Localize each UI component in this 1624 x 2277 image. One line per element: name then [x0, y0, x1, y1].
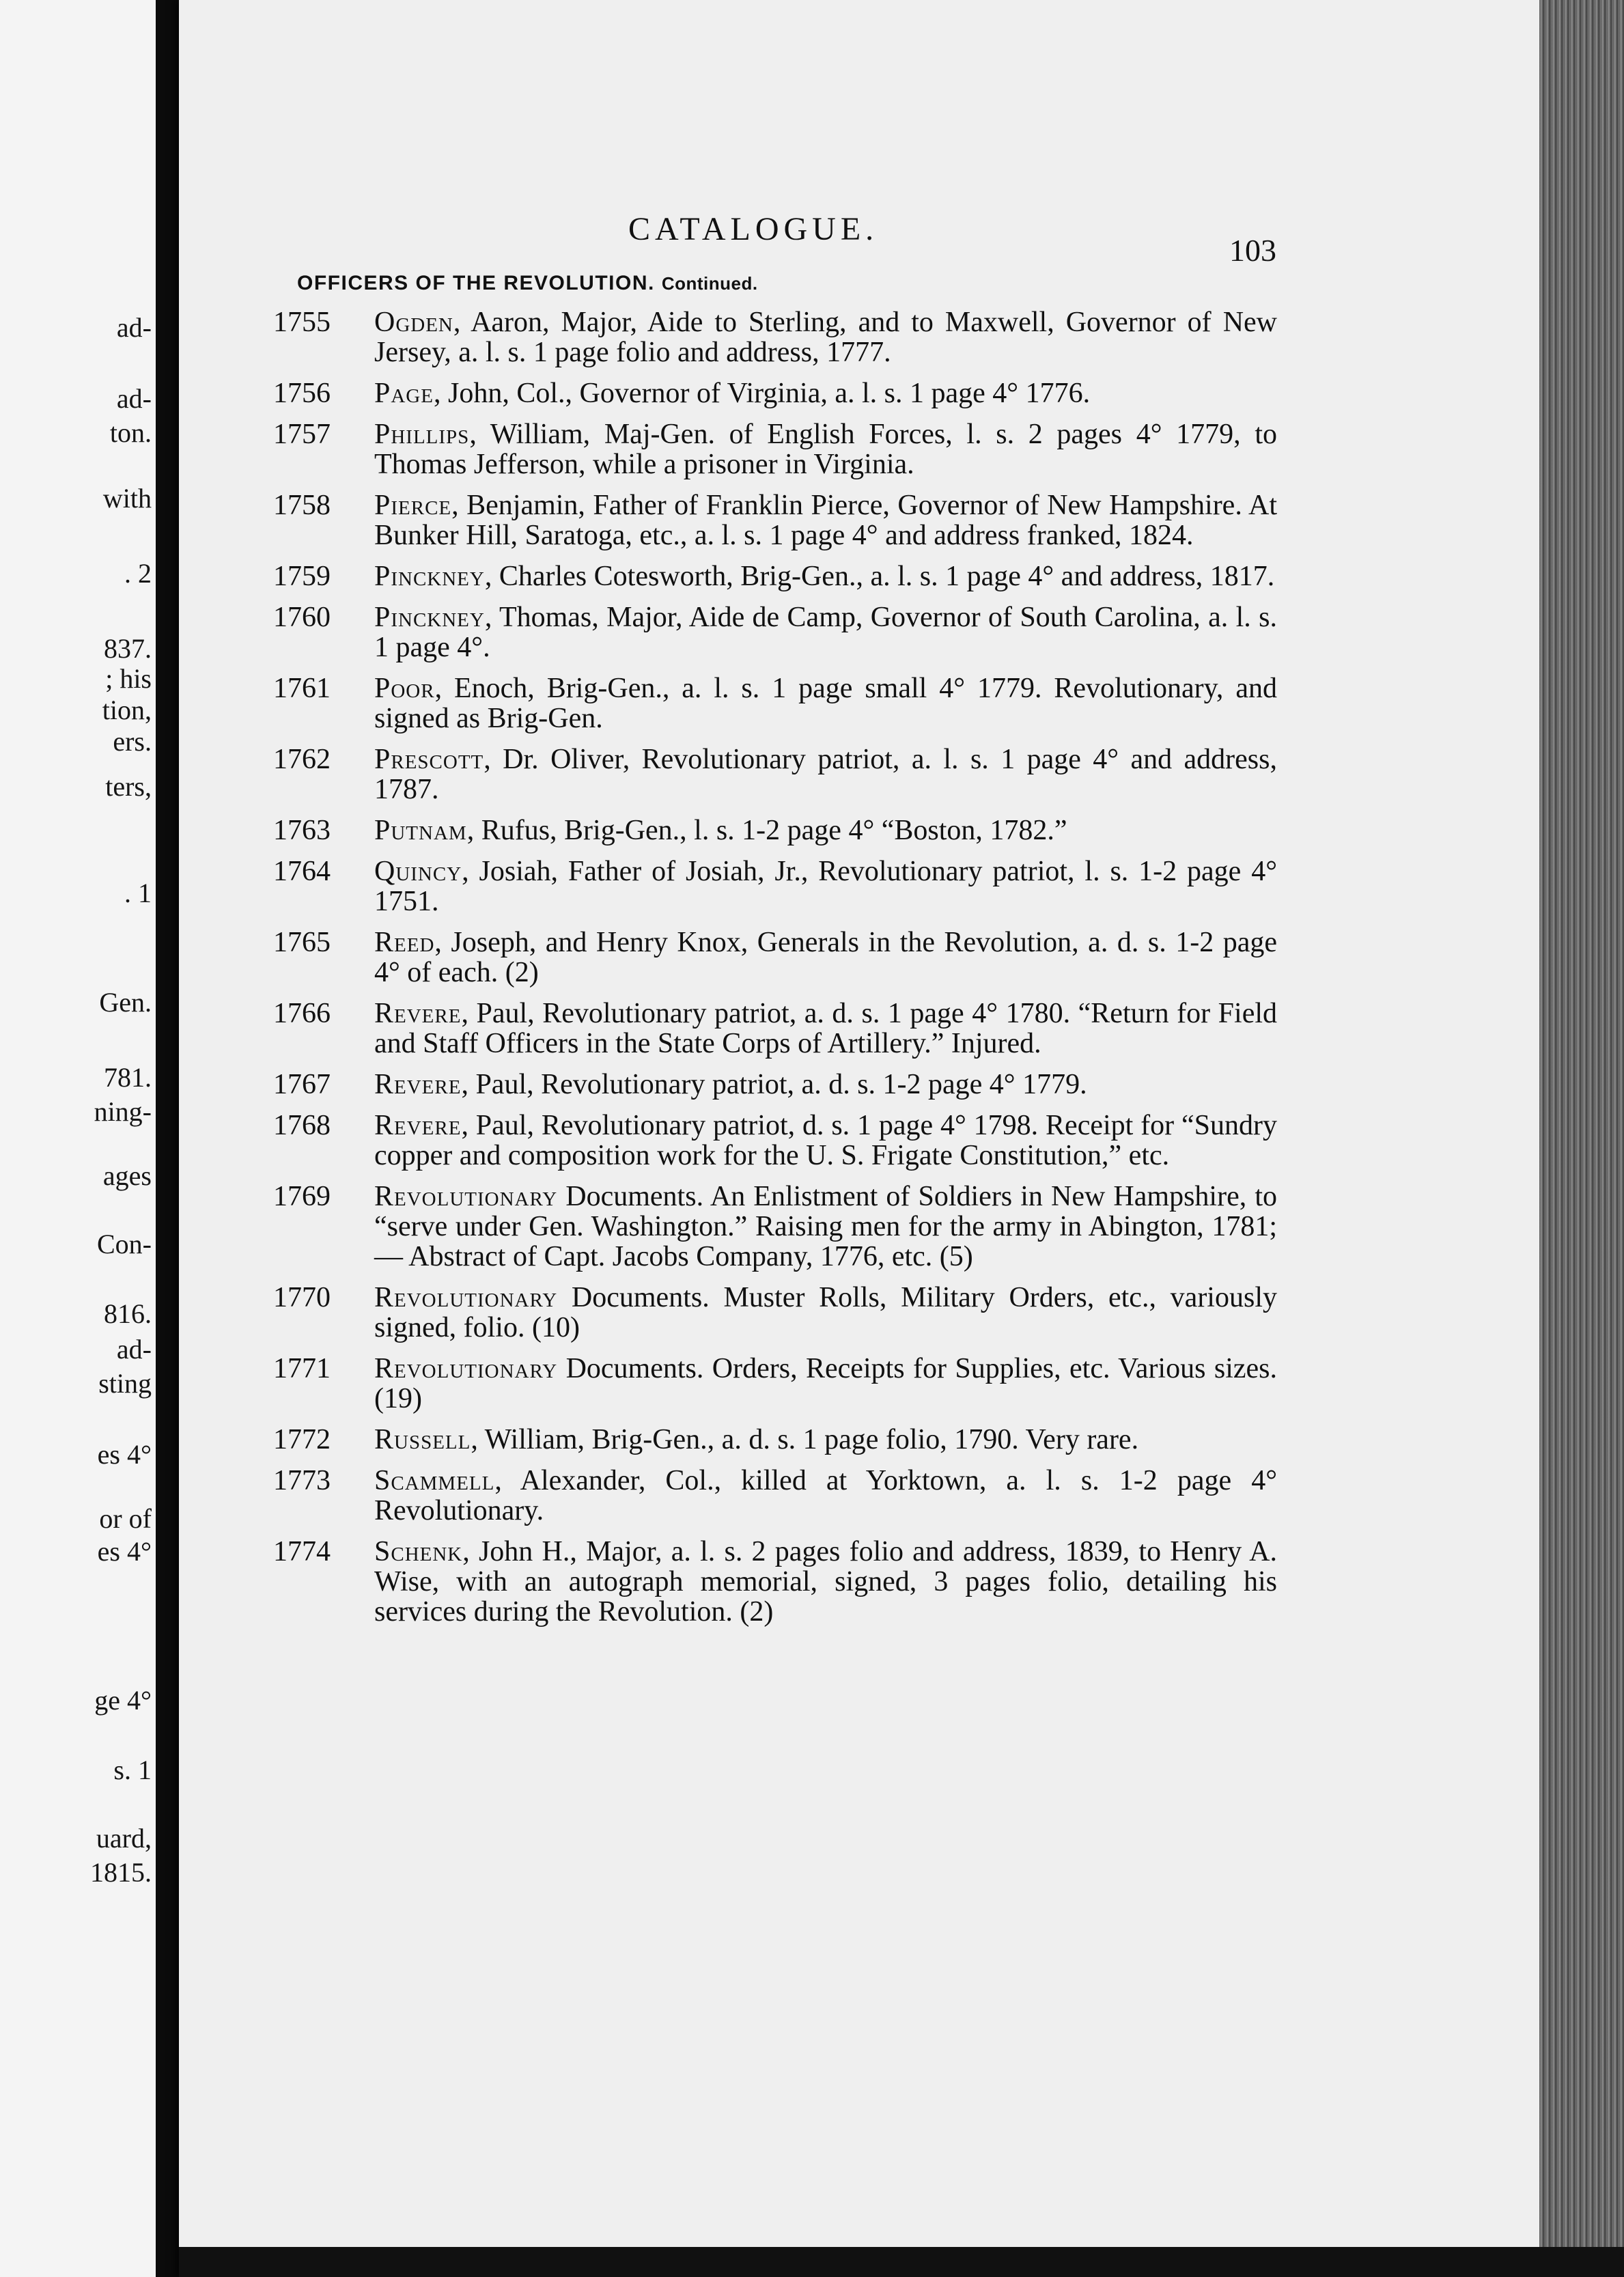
catalogue-entry — [273, 1466, 1277, 1526]
entry-description: , Enoch, Brig-Gen., a. l. s. 1 page small 4° 1779. Revolutionary, and signed as Brig-Gen. — [374, 673, 1277, 734]
bottom-shadow — [179, 2247, 1624, 2277]
lot-number: 1763 — [273, 815, 331, 846]
entry-name: Revolutionary — [374, 1353, 558, 1384]
entry-description: , Rufus, Brig-Gen., l. s. 1-2 page 4° “Boston, 1782.” — [466, 815, 1067, 846]
entry-name: Phillips — [374, 419, 470, 450]
catalogue-entry — [273, 1425, 1277, 1455]
facing-fragment: . 1 — [124, 878, 152, 908]
facing-fragment: ers. — [113, 726, 152, 757]
facing-fragment: es 4° — [97, 1439, 152, 1470]
lot-number: 1773 — [273, 1465, 331, 1496]
facing-fragment: ad- — [116, 312, 152, 343]
entry-name: Page — [374, 378, 434, 409]
entry-name: Reed — [374, 927, 435, 958]
facing-fragment: ton. — [109, 417, 152, 448]
facing-page-edge — [0, 0, 156, 2277]
section-title: OFFICERS OF THE REVOLUTION. — [297, 272, 655, 294]
entry-name: Pinckney — [374, 561, 485, 592]
page-number: 103 — [1229, 233, 1276, 268]
facing-fragment: ad- — [116, 1334, 152, 1365]
entry-name: Revolutionary — [374, 1282, 558, 1313]
lot-number: 1766 — [273, 998, 331, 1029]
lot-number: 1769 — [273, 1181, 331, 1212]
entry-description: , Alexander, Col., killed at Yorktown, a. l. s. 1-2 page 4° Revolutionary. — [374, 1465, 1277, 1526]
facing-fragment: es 4° — [97, 1536, 152, 1567]
facing-fragment: s. 1 — [113, 1755, 152, 1785]
facing-fragment: Con- — [97, 1229, 152, 1259]
lot-number: 1755 — [273, 307, 331, 338]
catalogue-entry — [273, 1182, 1277, 1272]
entry-description: , William, Maj-Gen. of English Forces, l. s. 2 pages 4° 1779, to Thomas Jefferson, while a prisoner in Virginia. — [374, 419, 1277, 480]
entry-name: Quincy — [374, 856, 462, 887]
lot-number: 1768 — [273, 1110, 331, 1141]
lot-number: 1762 — [273, 744, 331, 775]
entry-name: Revolutionary — [374, 1181, 558, 1212]
lot-number: 1765 — [273, 927, 331, 958]
facing-fragment: . 2 — [124, 558, 152, 589]
facing-fragment: ge 4° — [94, 1685, 152, 1716]
facing-fragment: ad- — [116, 383, 152, 414]
entry-description: , Thomas, Major, Aide de Camp, Governor of South Carolina, a. l. s. 1 page 4°. — [374, 602, 1277, 663]
catalogue-entry — [273, 419, 1277, 479]
entry-name: Ogden — [374, 307, 453, 338]
facing-fragment: uard, — [96, 1823, 152, 1854]
entry-description: , Paul, Revolutionary patriot, a. d. s. 1 page 4° 1780. “Return for Field and Staff Officers in the State Corps of Artillery.” Injured. — [374, 998, 1277, 1059]
catalogue-entries — [273, 307, 1277, 1638]
entry-description: , Benjamin, Father of Franklin Pierce, Governor of New Hampshire. At Bunker Hill, Saratoga, etc., a. l. s. 1 page 4° and address franked, 1824. — [374, 490, 1277, 551]
entry-description: , Paul, Revolutionary patriot, d. s. 1 page 4° 1798. Receipt for “Sundry copper and composition work for the U. S. Frigate Constitution,” etc. — [374, 1110, 1277, 1171]
catalogue-entry — [273, 744, 1277, 805]
facing-fragment: or of — [99, 1503, 152, 1534]
lot-number: 1764 — [273, 856, 331, 887]
catalogue-entry — [273, 1354, 1277, 1414]
lot-number: 1774 — [273, 1536, 331, 1567]
catalogue-entry — [273, 1537, 1277, 1627]
entry-name: Russell — [374, 1424, 471, 1455]
lot-number: 1761 — [273, 673, 331, 704]
entry-description: , Josiah, Father of Josiah, Jr., Revolutionary patriot, l. s. 1-2 page 4° 1751. — [374, 856, 1277, 917]
entry-name: Putnam — [374, 815, 467, 846]
section-heading — [297, 272, 758, 295]
facing-fragment: 781. — [104, 1062, 152, 1093]
facing-fragment: tion, — [102, 695, 152, 725]
entry-description: , Aaron, Major, Aide to Sterling, and to Maxwell, Governor of New Jersey, a. l. s. 1 page folio and address, 1777. — [374, 307, 1277, 368]
catalogue-entry — [273, 815, 1277, 846]
entry-name: Schenk — [374, 1536, 463, 1567]
section-continued: Continued. — [661, 273, 758, 294]
catalogue-entry — [273, 998, 1277, 1059]
facing-fragment: 816. — [104, 1298, 152, 1329]
facing-fragment: 1815. — [90, 1857, 152, 1888]
entry-name: Revere — [374, 1069, 462, 1100]
lot-number: 1756 — [273, 378, 331, 409]
lot-number: 1771 — [273, 1353, 331, 1384]
catalogue-entry — [273, 561, 1277, 591]
entry-description: , Paul, Revolutionary patriot, a. d. s. 1-2 page 4° 1779. — [461, 1069, 1087, 1100]
entry-description: Documents. An Enlistment of Soldiers in New Hampshire, to “serve under Gen. Washington.” Raising men for the army in Abington, 1781; — Abstract of Capt. Jacobs Company, 1776, etc. (5) — [374, 1181, 1277, 1272]
facing-fragment: ning- — [94, 1096, 152, 1127]
catalogue-entry — [273, 856, 1277, 917]
entry-name: Revere — [374, 998, 462, 1029]
entry-description: Documents. Muster Rolls, Military Orders, etc., variously signed, folio. (10) — [374, 1282, 1277, 1343]
entry-name: Scammell — [374, 1465, 495, 1496]
facing-fragment: ; his — [105, 663, 152, 694]
entry-description: , Dr. Oliver, Revolutionary patriot, a. l. s. 1 page 4° and address, 1787. — [374, 744, 1277, 805]
catalogue-entry — [273, 1110, 1277, 1171]
entry-name: Revere — [374, 1110, 462, 1141]
entry-description: , William, Brig-Gen., a. d. s. 1 page folio, 1790. Very rare. — [471, 1424, 1139, 1455]
catalogue-entry — [273, 307, 1277, 367]
lot-number: 1757 — [273, 419, 331, 450]
lot-number: 1770 — [273, 1282, 331, 1313]
facing-fragment: Gen. — [99, 987, 152, 1018]
running-head: CATALOGUE. — [628, 211, 879, 247]
catalogue-entry — [273, 602, 1277, 662]
entry-description: Documents. Orders, Receipts for Supplies, etc. Various sizes. (19) — [374, 1353, 1277, 1414]
catalogue-entry — [273, 1070, 1277, 1100]
catalogue-entry — [273, 673, 1277, 734]
facing-fragment: sting — [98, 1368, 152, 1399]
facing-fragment: ages — [102, 1160, 152, 1191]
entry-description: , Joseph, and Henry Knox, Generals in the Revolution, a. d. s. 1-2 page 4° of each. (2) — [374, 927, 1277, 988]
entry-name: Pinckney — [374, 602, 485, 633]
facing-fragment: 837. — [104, 633, 152, 664]
entry-name: Poor — [374, 673, 435, 704]
entry-description: , John H., Major, a. l. s. 2 pages folio and address, 1839, to Henry A. Wise, with an autograph memorial, signed, 3 pages folio, detailing his services during the Revolution. (2) — [374, 1536, 1277, 1628]
entry-description: , John, Col., Governor of Virginia, a. l. s. 1 page 4° 1776. — [433, 378, 1091, 409]
entry-description: , Charles Cotesworth, Brig-Gen., a. l. s. 1 page 4° and address, 1817. — [484, 561, 1275, 592]
catalogue-entry — [273, 378, 1277, 408]
entry-name: Pierce — [374, 490, 452, 521]
lot-number: 1772 — [273, 1424, 331, 1455]
facing-fragment: with — [102, 483, 152, 514]
facing-fragment: ters, — [105, 771, 152, 802]
lot-number: 1760 — [273, 602, 331, 633]
page-edges — [1539, 0, 1624, 2277]
entry-name: Prescott — [374, 744, 484, 775]
catalogue-entry — [273, 490, 1277, 550]
catalogue-entry — [273, 1283, 1277, 1343]
lot-number: 1758 — [273, 490, 331, 521]
lot-number: 1767 — [273, 1069, 331, 1100]
lot-number: 1759 — [273, 561, 331, 592]
catalogue-entry — [273, 927, 1277, 988]
